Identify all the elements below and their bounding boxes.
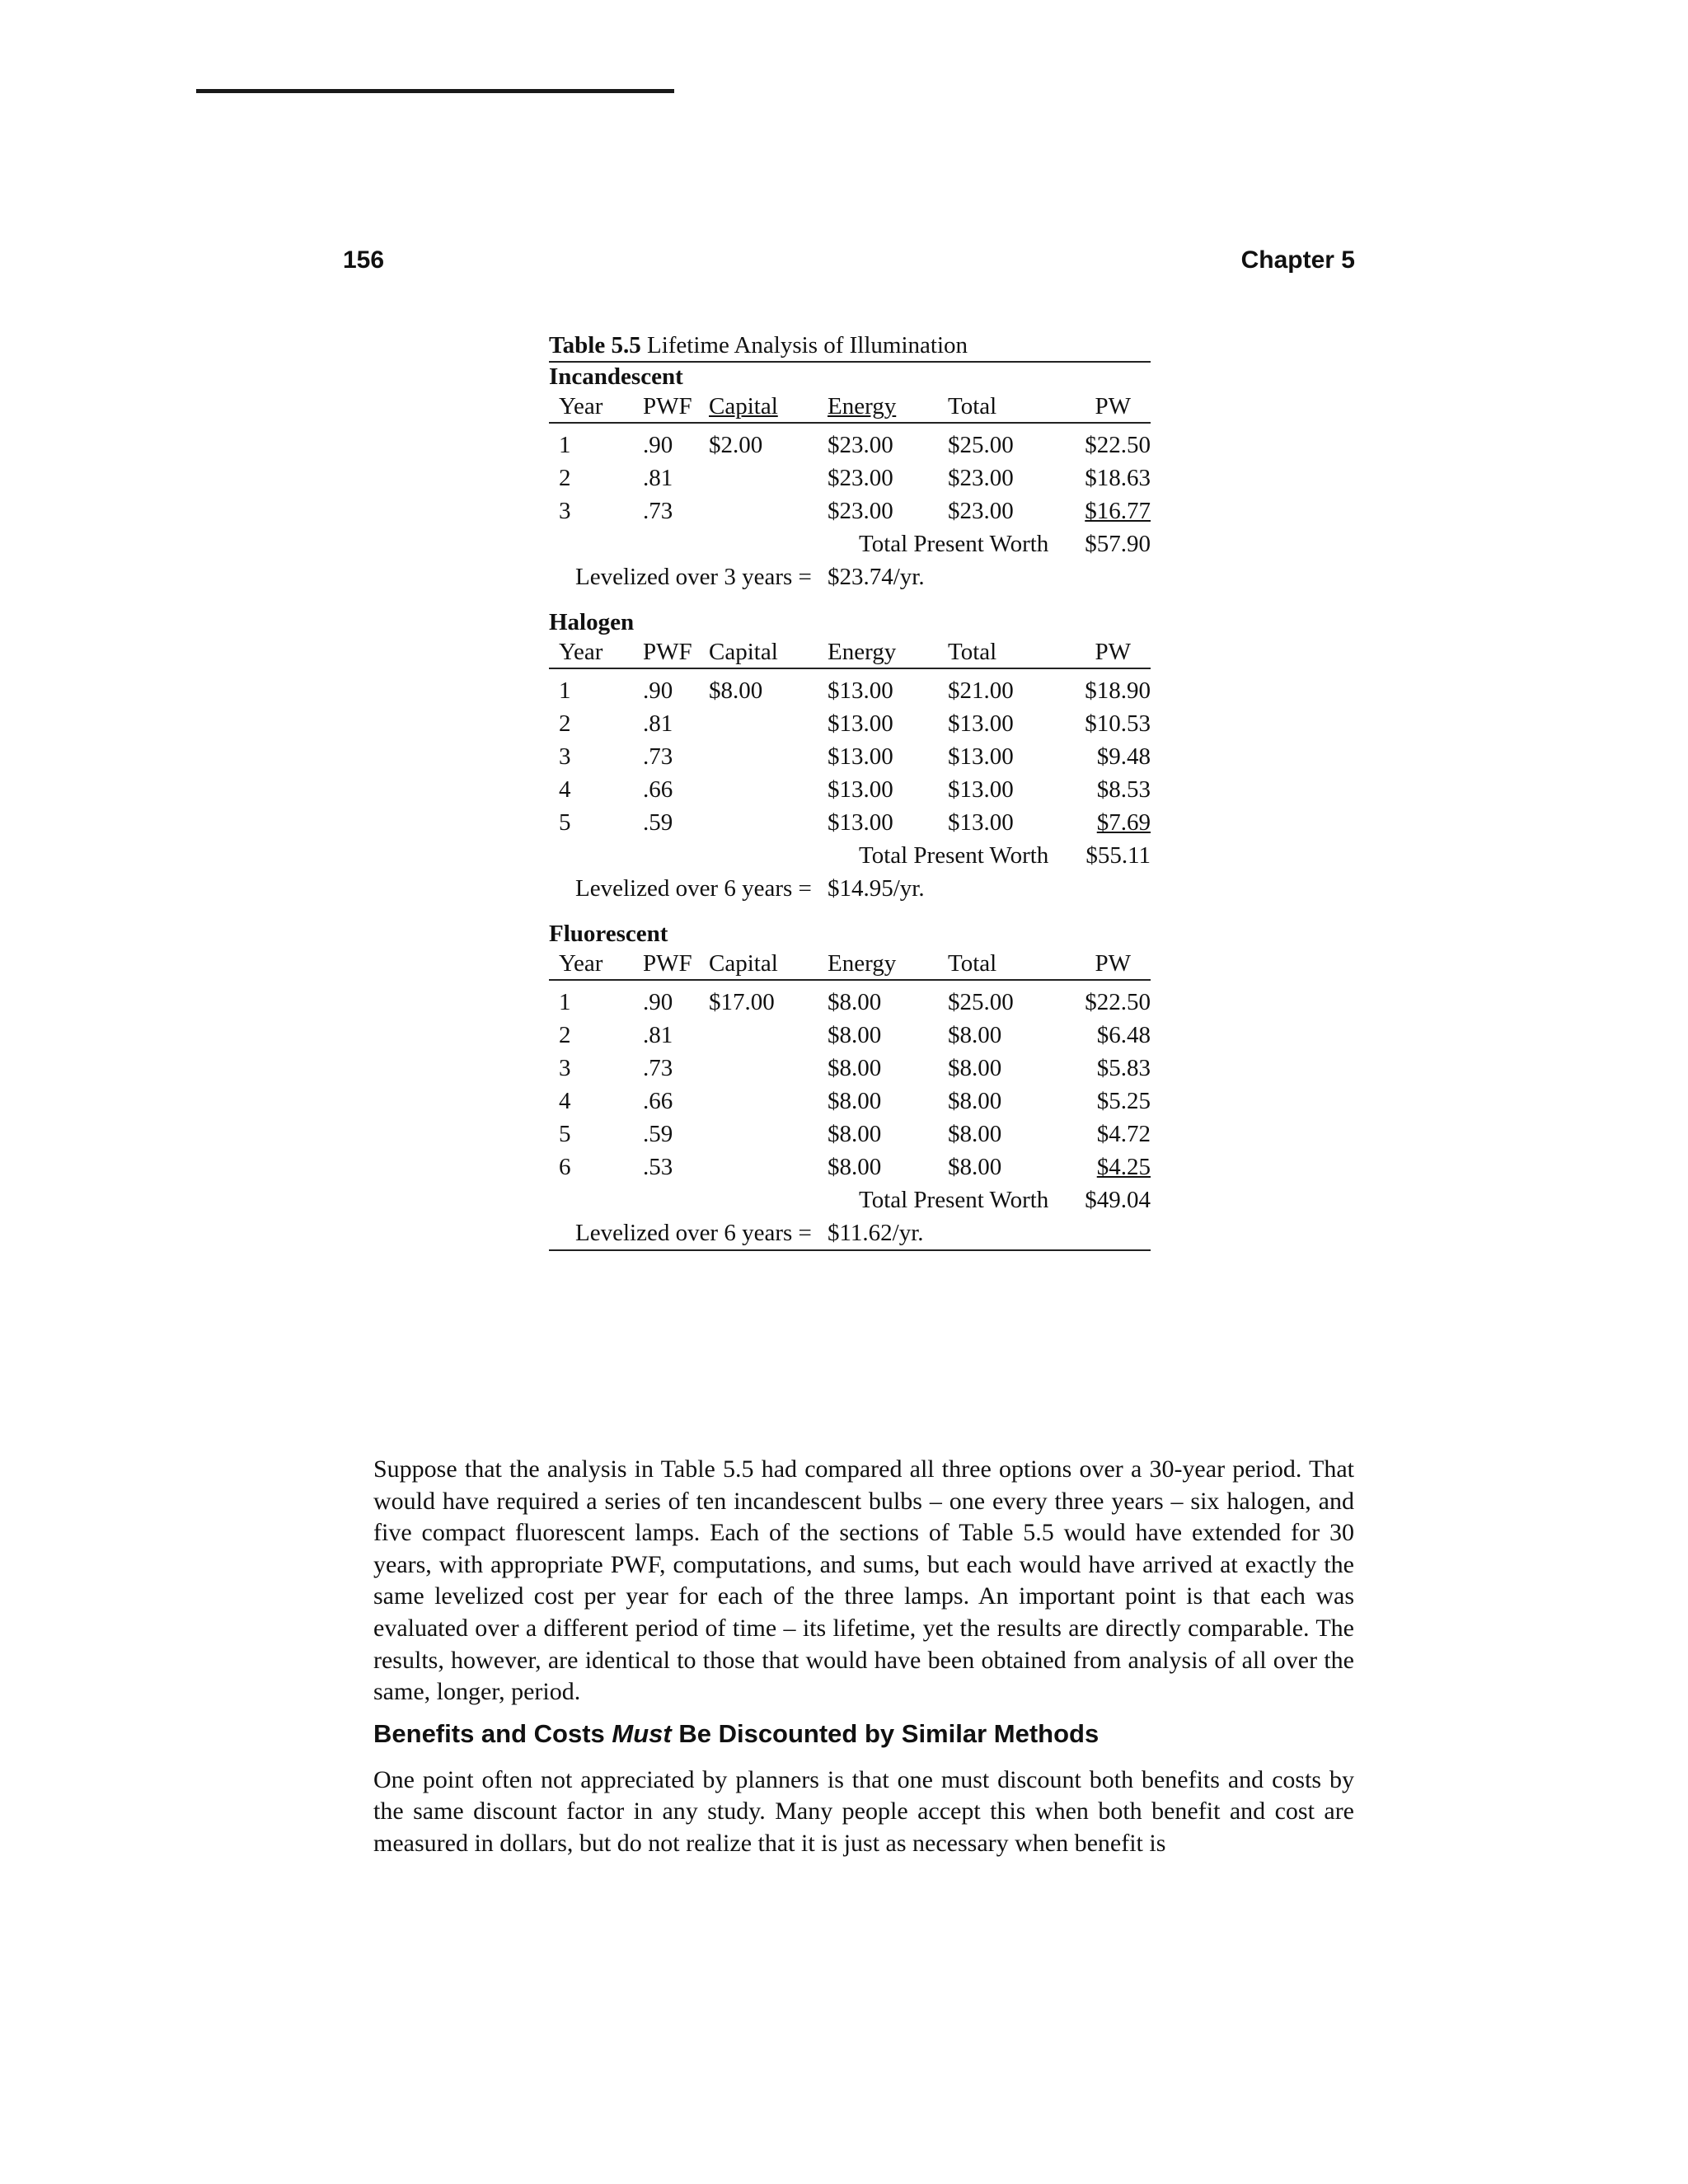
cell-total: $8.00 — [948, 1154, 1002, 1180]
levelized-row — [549, 1216, 1151, 1251]
cell-energy: $13.00 — [828, 776, 893, 803]
cell-pw: $5.25 — [1096, 1088, 1151, 1114]
levelized-value: $11.62/yr. — [828, 1220, 924, 1246]
section-title: Incandescent — [549, 363, 683, 390]
header-pwf: PWF — [643, 393, 692, 419]
cell-year: 2 — [559, 710, 571, 737]
table-row — [549, 1052, 1151, 1085]
levelized-row — [549, 560, 1151, 593]
cell-total: $13.00 — [948, 809, 1014, 836]
section-title: Halogen — [549, 609, 635, 635]
top-rule — [196, 89, 674, 93]
heading-text-end: Be Discounted by Similar Methods — [671, 1718, 1100, 1748]
table-row — [549, 806, 1151, 839]
cell-year: 2 — [559, 465, 571, 491]
levelized-row — [549, 872, 1151, 905]
header-year: Year — [559, 639, 603, 665]
header-energy: Energy — [828, 393, 897, 419]
table-caption — [549, 330, 1151, 363]
header-capital: Capital — [709, 393, 778, 419]
cell-total: $13.00 — [948, 743, 1014, 770]
cell-energy: $23.00 — [828, 432, 893, 458]
cell-capital: $2.00 — [709, 432, 763, 458]
cell-energy: $8.00 — [828, 1055, 882, 1081]
total-present-worth-label: Total Present Worth — [859, 1187, 1049, 1213]
table-row — [549, 674, 1151, 707]
table-label: Table 5.5 — [549, 332, 641, 359]
levelized-value: $23.74/yr. — [828, 564, 925, 590]
total-present-worth-label: Total Present Worth — [859, 842, 1049, 869]
cell-year: 3 — [559, 743, 571, 770]
cell-energy: $13.00 — [828, 677, 893, 704]
total-present-worth-value: $57.90 — [1085, 531, 1151, 557]
cell-year: 4 — [559, 776, 571, 803]
cell-pw: $9.48 — [1096, 743, 1151, 770]
column-header-row — [549, 948, 1151, 981]
header-pw: PW — [1095, 393, 1131, 419]
cell-pw: $16.77 — [1085, 498, 1151, 524]
cell-total: $13.00 — [948, 776, 1014, 803]
cell-year: 1 — [559, 432, 571, 458]
table-section-halogen — [549, 608, 1151, 905]
cell-pwf: .90 — [643, 989, 673, 1015]
total-present-worth-label: Total Present Worth — [859, 531, 1049, 557]
header-capital: Capital — [709, 950, 778, 977]
page-number: 156 — [343, 246, 385, 274]
table-row — [549, 707, 1151, 740]
cell-energy: $13.00 — [828, 743, 893, 770]
cell-capital: $17.00 — [709, 989, 775, 1015]
heading-text-start: Benefits and Costs — [373, 1718, 612, 1748]
header-total: Total — [948, 950, 997, 977]
cell-pwf: .66 — [643, 1088, 673, 1114]
cell-total: $8.00 — [948, 1022, 1002, 1048]
cell-pw: $5.83 — [1096, 1055, 1151, 1081]
header-pwf: PWF — [643, 950, 692, 977]
table-row — [549, 1019, 1151, 1052]
cell-energy: $8.00 — [828, 1088, 882, 1114]
table-section-fluorescent — [549, 920, 1151, 1251]
cell-pw: $6.48 — [1096, 1022, 1151, 1048]
cell-total: $25.00 — [948, 989, 1014, 1015]
total-present-worth-row — [549, 839, 1151, 872]
cell-pw: $7.69 — [1096, 809, 1151, 836]
table-row — [549, 429, 1151, 462]
table-row — [549, 1085, 1151, 1118]
body-text — [373, 1454, 1354, 1860]
cell-pw: $18.63 — [1085, 465, 1151, 491]
paragraph: One point often not appreciated by planners is that one must discount both benefits and costs by the same discount factor in any study. Many people accept this when both benefit and cost are measured in dollars, but do not realize that it is just as necessary when benefit is — [373, 1765, 1354, 1857]
cell-pwf: .73 — [643, 498, 673, 524]
cell-total: $13.00 — [948, 710, 1014, 737]
cell-year: 6 — [559, 1154, 571, 1180]
total-present-worth-value: $49.04 — [1085, 1187, 1151, 1213]
cell-pw: $4.72 — [1096, 1121, 1151, 1147]
levelized-label: Levelized over 3 years = — [575, 564, 812, 590]
levelized-label: Levelized over 6 years = — [575, 875, 812, 902]
table-row — [549, 462, 1151, 494]
cell-total: $8.00 — [948, 1055, 1002, 1081]
total-present-worth-value: $55.11 — [1085, 842, 1151, 869]
cell-pwf: .66 — [643, 776, 673, 803]
cell-pw: $18.90 — [1085, 677, 1151, 704]
header-pw: PW — [1095, 950, 1131, 977]
total-present-worth-row — [549, 1183, 1151, 1216]
cell-pwf: .81 — [643, 465, 673, 491]
cell-energy: $8.00 — [828, 989, 882, 1015]
column-header-row — [549, 391, 1151, 424]
table-row — [549, 1151, 1151, 1183]
cell-energy: $8.00 — [828, 1121, 882, 1147]
paragraph: Suppose that the analysis in Table 5.5 had compared all three options over a 30-year period. That would have required a series of ten incandescent bulbs – one every three years – six halogen, and five compact fluorescent lamps. Each of the sections of Table 5.5 would have extended for 30 years, with appropriate PWF, computations, and sums, but each would have arrived at exactly the same levelized cost per year for each of the three lamps. An important point is that each was evaluated over a different period of time – its lifetime, yet the results are directly comparable. The results, however, are identical to those that would have been obtained from analysis of all over the same, longer, period. — [373, 1455, 1354, 1706]
table-row — [549, 494, 1151, 527]
cell-energy: $23.00 — [828, 465, 893, 491]
cell-total: $21.00 — [948, 677, 1014, 704]
cell-pw: $22.50 — [1085, 432, 1151, 458]
cell-pwf: .90 — [643, 432, 673, 458]
table-row — [549, 986, 1151, 1019]
cell-total: $23.00 — [948, 465, 1014, 491]
cell-pwf: .59 — [643, 809, 673, 836]
table-section-incandescent — [549, 363, 1151, 593]
cell-energy: $23.00 — [828, 498, 893, 524]
table-row — [549, 773, 1151, 806]
cell-year: 5 — [559, 1121, 571, 1147]
header-energy: Energy — [828, 639, 897, 665]
column-header-row — [549, 636, 1151, 669]
table-row — [549, 1118, 1151, 1151]
header-year: Year — [559, 950, 603, 977]
cell-total: $23.00 — [948, 498, 1014, 524]
cell-pw: $10.53 — [1085, 710, 1151, 737]
cell-pw: $22.50 — [1085, 989, 1151, 1015]
cell-year: 1 — [559, 677, 571, 704]
running-head-chapter: Chapter 5 — [1240, 246, 1355, 274]
header-pwf: PWF — [643, 639, 692, 665]
cell-pw: $4.25 — [1096, 1154, 1151, 1180]
section-heading — [373, 1718, 1354, 1750]
cell-year: 1 — [559, 989, 571, 1015]
header-year: Year — [559, 393, 603, 419]
cell-energy: $13.00 — [828, 710, 893, 737]
cell-pw: $8.53 — [1096, 776, 1151, 803]
header-total: Total — [948, 639, 997, 665]
lifetime-analysis-table — [549, 330, 1151, 1251]
cell-energy: $8.00 — [828, 1022, 882, 1048]
table-title: Lifetime Analysis of Illumination — [647, 332, 968, 359]
header-energy: Energy — [828, 950, 897, 977]
levelized-label: Levelized over 6 years = — [575, 1220, 812, 1246]
cell-total: $8.00 — [948, 1088, 1002, 1114]
header-total: Total — [948, 393, 997, 419]
cell-year: 4 — [559, 1088, 571, 1114]
heading-emphasis: Must — [612, 1718, 672, 1748]
cell-total: $25.00 — [948, 432, 1014, 458]
cell-year: 2 — [559, 1022, 571, 1048]
header-capital: Capital — [709, 639, 778, 665]
header-pw: PW — [1095, 639, 1131, 665]
section-title: Fluorescent — [549, 921, 668, 947]
cell-capital: $8.00 — [709, 677, 763, 704]
total-present-worth-row — [549, 527, 1151, 560]
cell-total: $8.00 — [948, 1121, 1002, 1147]
cell-pwf: .53 — [643, 1154, 673, 1180]
cell-year: 3 — [559, 498, 571, 524]
cell-energy: $13.00 — [828, 809, 893, 836]
cell-pwf: .81 — [643, 710, 673, 737]
cell-year: 5 — [559, 809, 571, 836]
cell-pwf: .90 — [643, 677, 673, 704]
cell-pwf: .59 — [643, 1121, 673, 1147]
cell-year: 3 — [559, 1055, 571, 1081]
cell-pwf: .81 — [643, 1022, 673, 1048]
cell-pwf: .73 — [643, 1055, 673, 1081]
levelized-value: $14.95/yr. — [828, 875, 925, 902]
table-row — [549, 740, 1151, 773]
cell-energy: $8.00 — [828, 1154, 882, 1180]
cell-pwf: .73 — [643, 743, 673, 770]
